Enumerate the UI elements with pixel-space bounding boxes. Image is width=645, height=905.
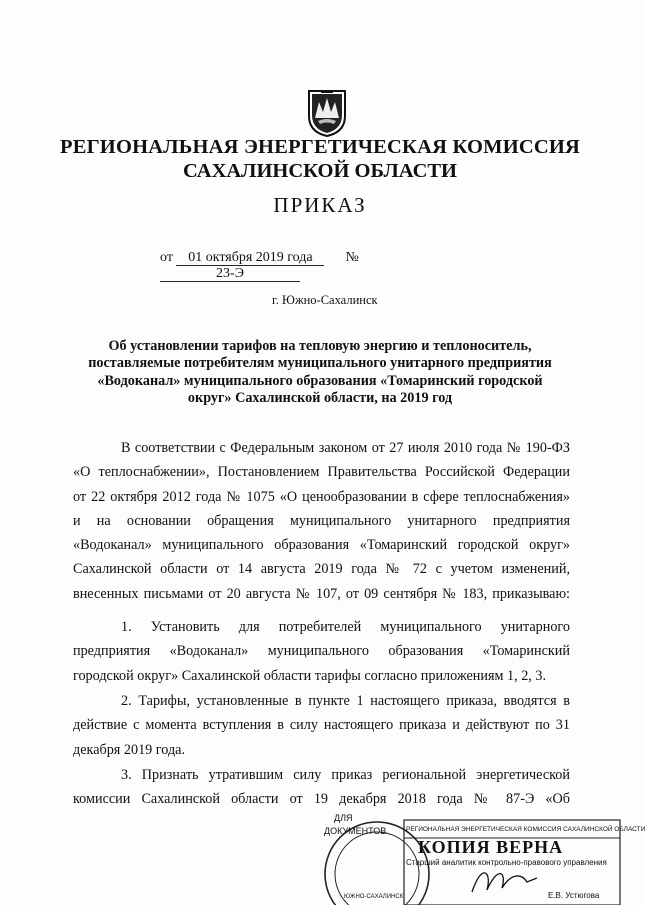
order-date: 01 октября 2019 года bbox=[176, 250, 324, 266]
text-line: 2. Тарифы, установленные в пункте 1 настоящего приказа, вводятся в bbox=[121, 693, 570, 709]
stamp-title: КОПИЯ ВЕРНА bbox=[418, 837, 564, 857]
coat-of-arms-emblem bbox=[306, 88, 348, 138]
text-line: Сахалинской области от 14 августа 2019 года № 72 с учетом изменений, bbox=[73, 561, 570, 578]
city: г. Южно-Сахалинск bbox=[272, 293, 378, 307]
text-line: В соответствии с Федеральным законом от 27 июля 2010 года № 190-ФЗ bbox=[121, 440, 570, 456]
stamp-round-text-mid: ДОКУМЕНТОВ bbox=[324, 826, 387, 836]
text-line: «Водоканал» муниципального образования «Томаринский городской округ» bbox=[73, 537, 570, 554]
organization-name-line-2: САХАЛИНСКОЙ ОБЛАСТИ bbox=[182, 160, 457, 182]
number-prefix: № bbox=[345, 250, 359, 265]
text-line: предприятия «Водоканал» муниципального образования «Томаринский bbox=[73, 643, 570, 660]
text-line: комиссии Сахалинской области от 19 декабря 2018 года № 87-Э «Об bbox=[73, 791, 570, 808]
text-line: действие с момента вступления в силу настоящего приказа и действуют по 31 bbox=[73, 717, 570, 734]
item-3-paragraph bbox=[73, 763, 570, 812]
text-line: 3. Признать утратившим силу приказ региональной энергетической bbox=[121, 767, 570, 783]
certified-copy-stamp bbox=[322, 812, 645, 905]
item-1-paragraph bbox=[73, 615, 570, 688]
text-line: «О теплоснабжении», Постановлением Правительства Российской Федерации bbox=[73, 464, 570, 481]
order-number: 23-Э bbox=[160, 266, 300, 282]
stamp-organization: РЕГИОНАЛЬНАЯ ЭНЕРГЕТИЧЕСКАЯ КОМИССИЯ САХАЛИНСКОЙ ОБЛАСТИ bbox=[406, 826, 645, 833]
text-line: и на основании обращения муниципального унитарного предприятия bbox=[73, 512, 570, 529]
text-line: 1. Установить для потребителей муниципального унитарного bbox=[121, 619, 570, 635]
stamp-signer: Е.В. Устюгова bbox=[548, 891, 600, 900]
date-number-line bbox=[160, 250, 500, 282]
text-line: от 22 октября 2012 года № 1075 «О ценообразовании в сфере теплоснабжения» bbox=[73, 488, 570, 505]
stamp-round-text-bottom: ЮЖНО-САХАЛИНСК bbox=[344, 894, 404, 900]
title-line-4: округ» Сахалинской области, на 2019 год bbox=[187, 390, 453, 406]
text-line: городской округ» Сахалинской области тарифы согласно приложениям 1, 2, 3. bbox=[73, 667, 547, 684]
item-2-paragraph bbox=[73, 689, 570, 762]
text-line: декабря 2019 года. bbox=[73, 741, 186, 758]
document-type: ПРИКАЗ bbox=[273, 193, 367, 217]
title-line-1: Об установлении тарифов на тепловую энергию и теплоноситель, bbox=[108, 338, 532, 354]
stamp-position: Старший аналитик контрольно-правового управления bbox=[406, 858, 607, 867]
title-line-3: «Водоканал» муниципального образования «Томаринский городской bbox=[97, 373, 543, 389]
text-line: внесенных письмами от 20 августа № 107, от 09 сентября № 183, приказываю: bbox=[73, 585, 570, 602]
organization-name-line-1: РЕГИОНАЛЬНАЯ ЭНЕРГЕТИЧЕСКАЯ КОМИССИЯ bbox=[59, 136, 581, 158]
date-prefix: от bbox=[160, 250, 173, 265]
stamp-round-text-top: ДЛЯ bbox=[334, 813, 353, 823]
intro-paragraph bbox=[73, 436, 570, 606]
title-line-2: поставляемые потребителям муниципального унитарного предприятия bbox=[88, 355, 552, 371]
